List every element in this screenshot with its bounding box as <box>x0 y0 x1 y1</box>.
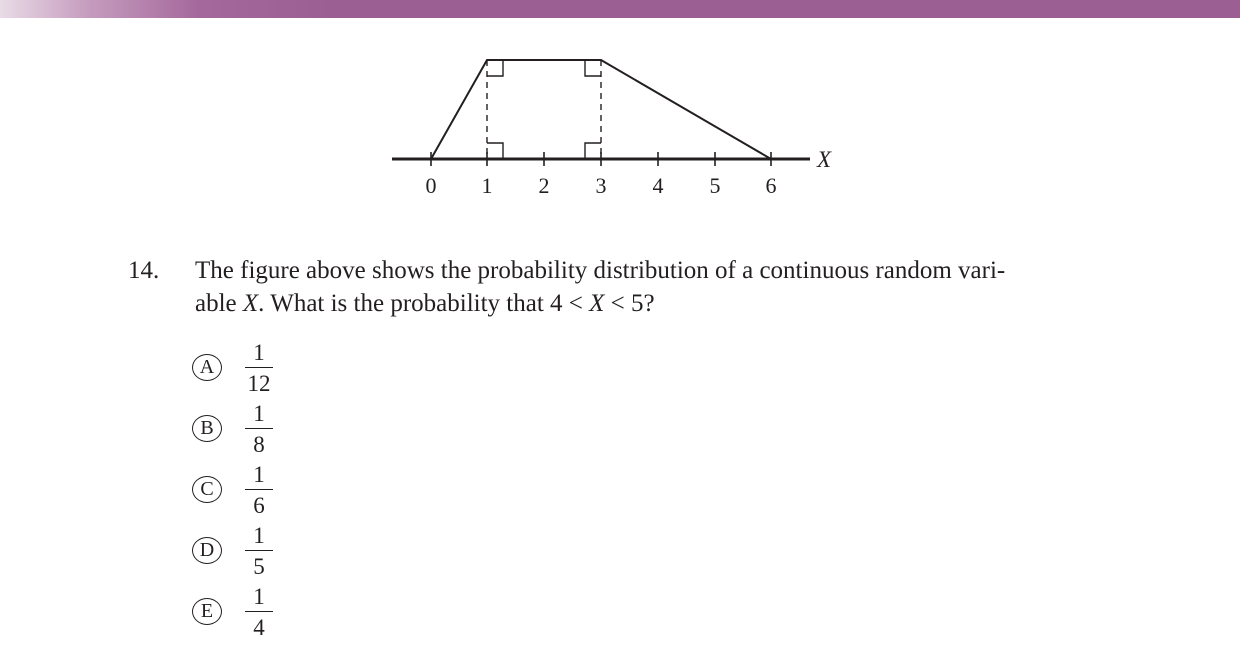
question-text <box>195 254 1095 320</box>
choice-d-numerator: 1 <box>253 523 265 548</box>
question-line-2 <box>195 287 1095 320</box>
fraction-bar <box>245 428 273 429</box>
tick-label-6: 6 <box>765 173 777 198</box>
choice-e-letter[interactable]: E <box>192 598 222 625</box>
choice-e[interactable] <box>192 584 312 642</box>
tick-label-4: 4 <box>652 173 664 198</box>
choice-d-letter[interactable]: D <box>192 537 222 564</box>
question-line-1: The figure above shows the probability distribution of a continuous random vari- <box>195 257 1006 284</box>
choice-c[interactable] <box>192 462 312 520</box>
choice-c-letter[interactable]: C <box>192 476 222 503</box>
axis-variable-label: X <box>817 147 832 172</box>
right-angle-bottom-left <box>487 143 503 159</box>
right-angle-top-left <box>487 60 503 76</box>
tick-label-5: 5 <box>709 173 721 198</box>
right-angle-bottom-right <box>585 143 601 159</box>
choice-e-numerator: 1 <box>253 584 265 609</box>
tick-label-1: 1 <box>481 173 493 198</box>
choice-b-fraction <box>244 401 274 457</box>
right-angle-top-right <box>585 60 601 76</box>
tick-label-0: 0 <box>425 173 437 198</box>
question-number: 14. <box>128 257 160 284</box>
choice-a[interactable] <box>192 340 312 398</box>
choice-c-fraction <box>244 462 274 518</box>
choice-a-numerator: 1 <box>253 340 265 365</box>
choice-c-numerator: 1 <box>253 462 265 487</box>
right-angle-markers <box>487 60 601 159</box>
question-line-2-prefix: able <box>195 290 243 317</box>
choice-d-denominator: 5 <box>253 554 265 579</box>
choice-b[interactable] <box>192 401 312 459</box>
fraction-bar <box>245 611 273 612</box>
probability-distribution-figure <box>0 0 1240 230</box>
choice-c-denominator: 6 <box>253 493 265 518</box>
question-line-2-suffix: < 5? <box>604 290 655 317</box>
choice-d-fraction <box>244 523 274 579</box>
choice-a-denominator: 12 <box>247 371 271 396</box>
choice-e-denominator: 4 <box>253 615 265 640</box>
question-line-2-middle: . What is the probability that 4 < <box>258 290 590 317</box>
random-variable-x: X <box>242 290 259 317</box>
random-variable-x-2: X <box>589 290 605 317</box>
choice-a-letter[interactable]: A <box>192 354 222 381</box>
tick-label-3: 3 <box>595 173 607 198</box>
fraction-bar <box>245 367 273 368</box>
fraction-bar <box>245 489 273 490</box>
tick-label-2: 2 <box>538 173 550 198</box>
fraction-bar <box>245 550 273 551</box>
choice-b-letter[interactable]: B <box>192 415 222 442</box>
choice-b-numerator: 1 <box>253 401 265 426</box>
choice-d[interactable] <box>192 523 312 581</box>
choice-b-denominator: 8 <box>253 432 265 457</box>
choice-a-fraction <box>244 340 274 396</box>
choice-e-fraction <box>244 584 274 640</box>
